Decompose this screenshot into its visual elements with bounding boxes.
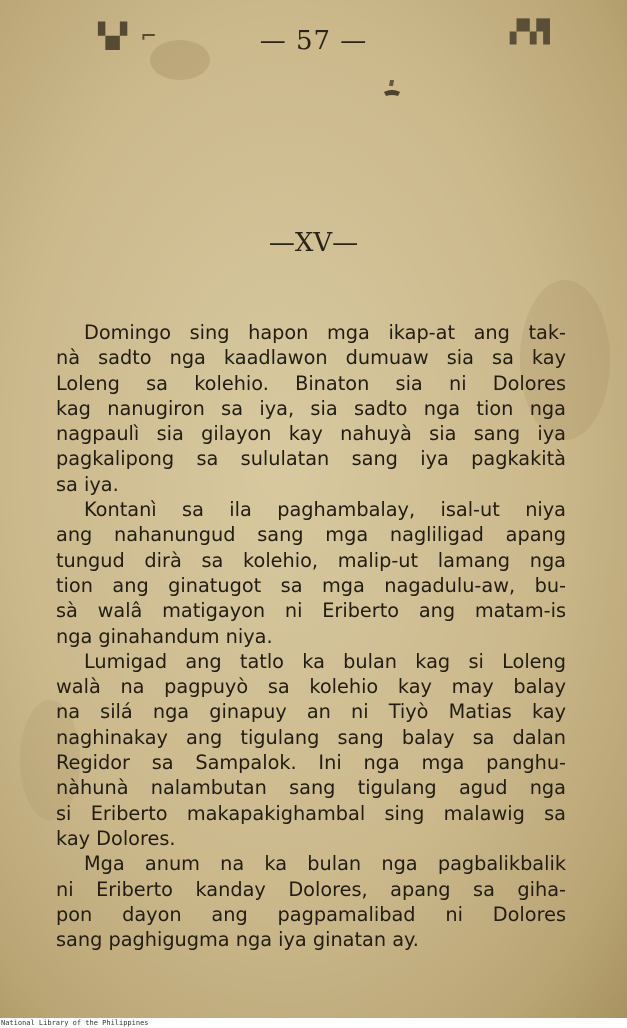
- chapter-heading: —XV—: [268, 228, 359, 258]
- text-line: ang nahanungud sang mga nagliligad apang: [56, 523, 566, 547]
- text-line: Regidor sa Sampalok. Ini nga mga panghu-: [56, 751, 566, 775]
- text-line: walà na pagpuyò sa kolehio kay may balay: [56, 675, 566, 699]
- header-smudge-left: ▚▞ ⌐: [98, 22, 156, 50]
- page-number: — 57 —: [259, 26, 368, 56]
- text-line: nagpaulì sia gilayon kay nahuyà sia sang iya: [56, 422, 566, 446]
- text-line: kay Dolores.: [56, 826, 176, 850]
- text-line: nàhunà nalambutan sang tigulang agud nga: [56, 776, 566, 800]
- library-credit: National Library of the Philippines: [1, 1019, 149, 1027]
- paragraph-1: [56, 320, 566, 497]
- text-line: Domingo sing hapon mga ikap-at ang tak-: [84, 321, 566, 344]
- text-line: sang paghigugma nga iya ginatan ay.: [56, 928, 419, 952]
- text-line: si Eriberto makapakighambal sing malawig sa: [56, 801, 566, 825]
- text-line: pon dayon ang pagpamalibad ni Dolores: [56, 902, 566, 926]
- header-smudge-right: ▞▚▜: [510, 20, 550, 45]
- text-line: naghinakay ang tigulang sang balay sa dalan: [56, 725, 566, 749]
- ink-smudge-icon: [380, 78, 404, 100]
- text-line: kag nanugiron sa iya, sia sadto nga tion nga: [56, 396, 566, 420]
- text-line: Mga anum na ka bulan nga pagbalikbalik: [84, 852, 566, 876]
- body-text: [56, 320, 566, 952]
- text-line: ni Eriberto kanday Dolores, apang sa giha-: [56, 877, 566, 901]
- text-line: pagkalipong sa sululatan sang iya pagkakità: [56, 447, 566, 471]
- footer-bar: [0, 1018, 627, 1028]
- text-line: na silá nga ginapuy an ni Tiyò Matias kay: [56, 700, 566, 724]
- text-line: Kontanì sa ila paghambalay, isal-ut niya: [84, 498, 566, 522]
- text-line: Loleng sa kolehio. Binaton sia ni Dolores: [56, 371, 566, 395]
- text-line: tion ang ginatugot sa mga nagadulu-aw, bu-: [56, 573, 566, 597]
- text-line: sa iya.: [56, 472, 119, 496]
- paragraph-2: [56, 497, 566, 649]
- text-line: nga ginahandum niya.: [56, 624, 273, 648]
- paragraph-4: [56, 851, 566, 952]
- text-line: nà sadto nga kaadlawon dumuaw sia sa kay: [56, 346, 566, 370]
- paragraph-3: [56, 649, 566, 851]
- text-line: tungud dirà sa kolehio, malip-ut lamang nga: [56, 548, 566, 572]
- text-line: Lumigad ang tatlo ka bulan kag si Loleng: [84, 649, 566, 673]
- text-line: sà walâ matigayon ni Eriberto ang matam-is: [56, 599, 566, 623]
